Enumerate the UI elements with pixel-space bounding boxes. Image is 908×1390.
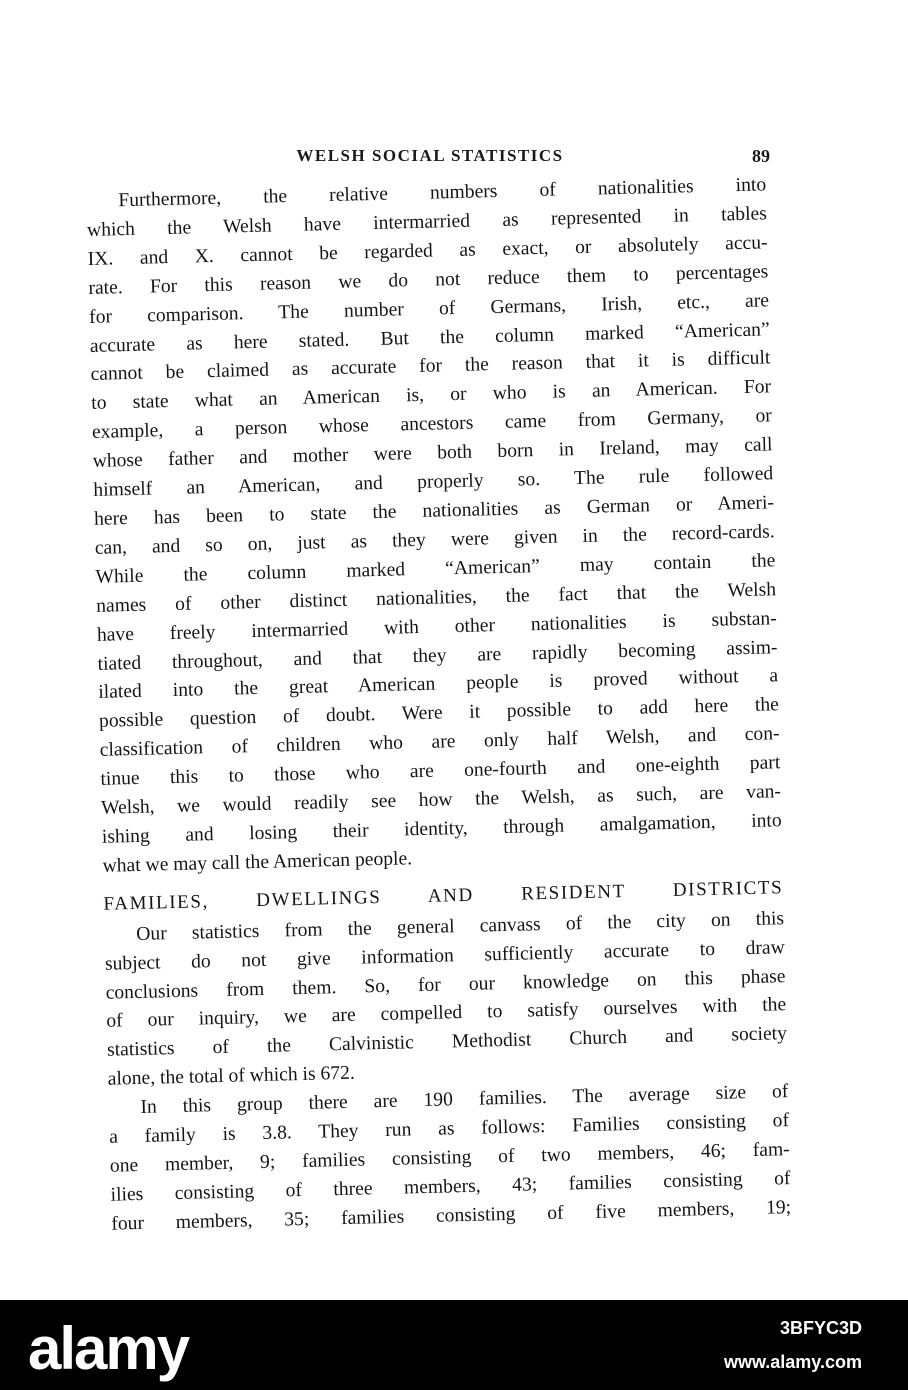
section-heading: FAMILIES, DWELLINGS AND RESIDENT DISTRICTS <box>103 876 784 915</box>
text-line: have freely intermarried with other nationalities is substan- <box>96 607 777 646</box>
text-line: himself an American, and properly so. The rule followed <box>93 463 774 501</box>
text-line: conclusions from them. So, for our knowledge on this phase <box>105 965 786 1004</box>
text-line: which the Welsh have intermarried as represented in tables <box>86 203 768 241</box>
text-line: ishing and losing their identity, through amalgamation, into <box>101 810 782 848</box>
text-line: tiated throughout, and that they are rapidly becoming assim- <box>97 636 778 675</box>
text-line: what we may call the American people. <box>102 848 413 877</box>
text-line: for comparison. The number of Germans, Irish, etc., are <box>88 289 770 328</box>
text-line: Furthermore, the relative numbers of nationalities into <box>118 174 767 212</box>
body-text <box>86 171 791 1239</box>
watermark-image-id: 3BFYC3D <box>779 1318 862 1338</box>
text-line: to state what an American is, or who is an American. For <box>91 376 772 415</box>
text-line: Our statistics from the general canvass of the city on this <box>135 907 785 945</box>
text-line: ilies consisting of three members, 43; families consisting of <box>110 1167 791 1206</box>
page-number: 89 <box>752 146 770 166</box>
text-line: example, a person whose ancestors came from Germany, or <box>91 405 773 444</box>
text-line: a family is 3.8. They run as follows: Families consisting of <box>108 1110 790 1148</box>
text-line: alone, the total of which is 672. <box>107 1062 356 1091</box>
text-line: rate. For this reason we do not reduce them to percentages <box>88 261 769 299</box>
text-line: While the column marked “American” may contain the <box>95 550 776 588</box>
text-line: classification of children who are only half Welsh, and con- <box>99 723 780 762</box>
text-line: Welsh, we would readily see how the Welsh, as such, are van- <box>100 781 782 819</box>
text-line: IX. and X. cannot be regarded as exact, or absolutely accu- <box>87 232 768 270</box>
paragraph-1 <box>86 171 783 881</box>
text-line: can, and so on, just as they were given in the record-cards. <box>94 521 775 559</box>
text-line: tinue this to those who are one-fourth and one-eighth part <box>100 752 781 790</box>
text-line: one member, 9; families consisting of two members, 46; fam- <box>109 1139 790 1177</box>
watermark-logo: alamy <box>28 1315 189 1382</box>
text-line: possible question of doubt. Were it possible to add here the <box>98 694 780 733</box>
text-line: of our inquiry, we are compelled to satisfy ourselves with the <box>106 994 787 1033</box>
text-line: In this group there are 190 families. The average size of <box>140 1081 789 1119</box>
text-line: cannot be claimed as accurate for the reason that it is difficult <box>90 347 771 386</box>
text-line: whose father and mother were both born in Ireland, may call <box>92 434 773 473</box>
text-line: statistics of the Calvinistic Methodist Church and society <box>106 1023 788 1062</box>
text-line: ilated into the great American people is proved without a <box>98 665 779 704</box>
text-line: here has been to state the nationalities as German or Ameri- <box>93 492 775 530</box>
watermark-band <box>0 1300 908 1390</box>
text-line: subject do not give information sufficiently accurate to draw <box>104 936 786 975</box>
running-title: WELSH SOCIAL STATISTICS <box>296 146 564 165</box>
text-line: names of other distinct nationalities, the fact that the Welsh <box>95 578 777 617</box>
text-line: four members, 35; families consisting of five members, 19; <box>111 1196 792 1235</box>
watermark-url: www.alamy.com <box>723 1352 862 1372</box>
running-head <box>90 146 770 176</box>
paragraph-2 <box>104 905 788 1095</box>
text-line: accurate as here stated. But the column marked “American” <box>89 318 770 357</box>
paragraph-3 <box>108 1078 791 1239</box>
